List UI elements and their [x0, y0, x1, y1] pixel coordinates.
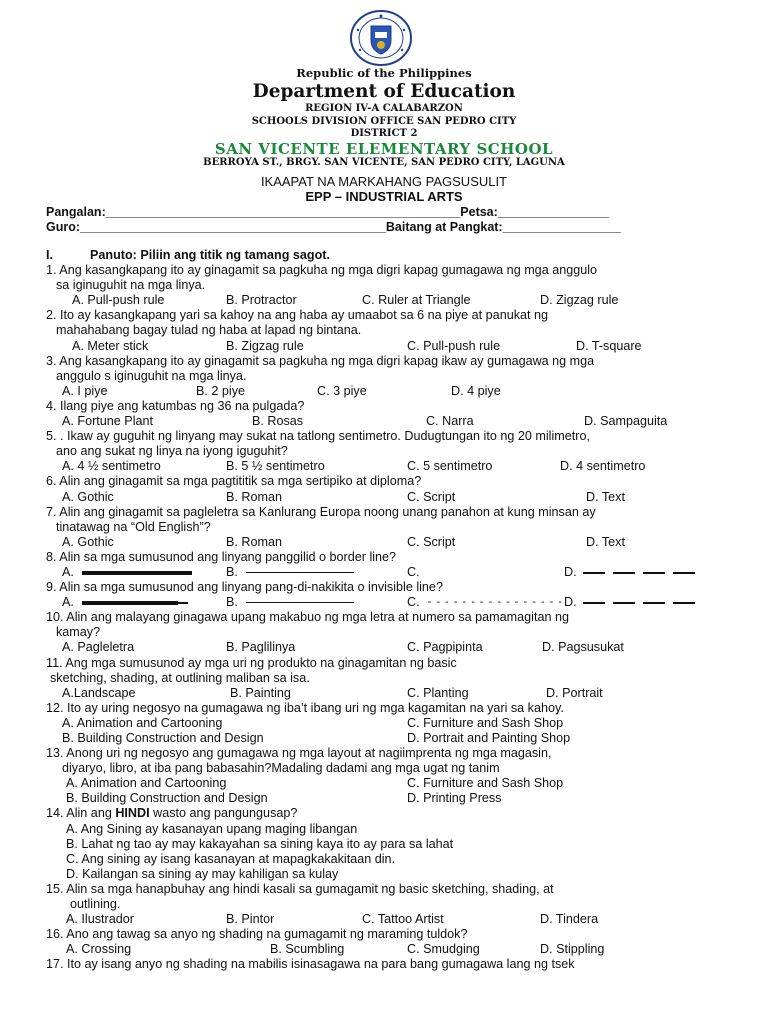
option-b[interactable]: B. Protractor	[226, 293, 297, 308]
division-label: SCHOOLS DIVISION OFFICE SAN PEDRO CITY	[251, 116, 517, 127]
option-a[interactable]: A. 4 ½ sentimetro	[62, 459, 161, 474]
option-d[interactable]: D. Pagsusukat	[542, 640, 624, 655]
option-b[interactable]: B. Paglilinya	[226, 640, 296, 655]
option-d[interactable]: D. T-square	[576, 338, 642, 353]
question-10-options	[46, 640, 746, 655]
question-14: 14. Alin ang HINDI wasto ang pangungusap?	[46, 806, 298, 821]
option-a[interactable]: A. Pagleletra	[62, 640, 135, 655]
question-7-cont: tinatawag na “Old English”?	[56, 519, 211, 534]
option-a[interactable]: A.Landscape	[62, 685, 136, 700]
question-11-cont: sketching, shading, at outlining maliban sa isa.	[50, 670, 310, 685]
option-d[interactable]: D.	[564, 565, 703, 580]
long-dash-sample	[583, 565, 703, 580]
option-b[interactable]: B. Lahat ng tao ay may kakayahan sa sining kaya ito ay para sa lahat	[66, 836, 454, 851]
name-date-line: Pangalan:___________________________________________________Petsa:________________	[46, 205, 610, 219]
option-d[interactable]: D. 4 sentimetro	[560, 459, 646, 474]
option-c[interactable]: C. Script	[407, 534, 456, 549]
option-c[interactable]: C. Smudging	[407, 942, 480, 957]
question-5-cont: ano ang sukat ng linya na iyong iguguhit?	[56, 444, 288, 459]
option-d[interactable]: D. Printing Press	[407, 791, 502, 806]
exam-title: IKAAPAT NA MARKAHANG PAGSUSULIT	[260, 174, 508, 189]
question-3: 3. Ang kasangkapang ito ay ginagamit sa pagkuha ng mga digri kapag ikaw ay gumagawa ng mga	[46, 353, 595, 368]
question-15: 15. Alin sa mga hanapbuhay ang hindi kasali sa gumagamit ng basic sketching, shading, at	[46, 881, 554, 896]
question-12-options-2	[46, 731, 746, 746]
option-d[interactable]: D.	[564, 595, 703, 610]
question-10-cont: kamay?	[56, 625, 101, 640]
option-b[interactable]: B. Rosas	[252, 414, 304, 429]
option-b[interactable]: B. Scumbling	[270, 942, 345, 957]
long-dash-sample	[583, 595, 703, 610]
option-b[interactable]: B.	[226, 565, 354, 580]
question-15-options	[46, 912, 746, 927]
question-1-cont: sa iginuguhit na mga linya.	[56, 278, 206, 293]
question-17: 17. Ito ay isang anyo ng shading na mabilis isinasagawa na para bang gumagawa lang ng tsek	[46, 957, 575, 972]
question-13: 13. Anong uri ng negosyo ang gumagawa ng mga layout at nagiimprenta ng mga magasin,	[46, 746, 552, 761]
option-b[interactable]: B. Building Construction and Design	[62, 731, 264, 745]
question-4: 4. Ilang piye ang katumbas ng 36 na pulgada?	[46, 398, 305, 413]
option-c[interactable]: C. - - - - - - - - - - - - - - - -	[407, 595, 564, 610]
question-12-options-1	[46, 716, 746, 731]
question-16-options	[46, 942, 746, 957]
question-2: 2. Ito ay kasangkapang yari sa kahoy na ang haba ay umaabot sa 6 na piye at panukat ng	[46, 308, 549, 323]
instructions-text: Panuto: Piliin ang titik ng tamang sagot.	[90, 248, 330, 262]
option-a[interactable]: A.	[62, 565, 192, 580]
dotted-line-sample: - - - - - - - - - - - - - - - -	[427, 596, 564, 609]
option-c[interactable]: C. Ang sining ay isang kasanayan at mapagkakakitaan din.	[66, 851, 396, 866]
option-d[interactable]: D. Text	[586, 534, 625, 549]
option-a[interactable]: A. Crossing	[66, 942, 132, 957]
option-a[interactable]: A. Animation and Cartooning	[62, 715, 223, 730]
option-c[interactable]: C. Furniture and Sash Shop	[407, 715, 564, 730]
question-6-options	[46, 490, 746, 505]
option-a[interactable]: A. I piye	[62, 383, 108, 398]
question-3-options	[46, 384, 746, 399]
department-title: Department of Education	[252, 81, 516, 102]
question-3-cont: anggulo s iginuguhit na mga linya.	[56, 368, 247, 383]
region-label: REGION IV-A CALABARZON	[305, 103, 463, 114]
option-d[interactable]: D. Kailangan sa sining ay may kahiligan sa kulay	[66, 866, 339, 881]
deped-seal-icon	[346, 10, 416, 66]
question-13-options-2	[46, 791, 746, 806]
thin-line-sample	[246, 602, 354, 603]
option-b[interactable]: B. Building Construction and Design	[66, 791, 268, 806]
question-9-options	[46, 595, 746, 610]
option-b[interactable]: B. Painting	[230, 685, 291, 700]
option-d[interactable]: D. Zigzag rule	[540, 293, 619, 308]
option-c[interactable]: C. Ruler at Triangle	[362, 293, 471, 308]
option-b[interactable]: B. Roman	[226, 534, 282, 549]
question-2-options	[46, 339, 746, 354]
question-8: 8. Alin sa mga sumusunod ang linyang panggilid o border line?	[46, 549, 397, 564]
option-c[interactable]: C. Narra	[426, 414, 474, 429]
option-d[interactable]: D. Sampaguita	[584, 414, 668, 429]
question-5-options	[46, 459, 746, 474]
option-b[interactable]: B. Pintor	[226, 912, 275, 927]
option-c[interactable]: C.	[407, 564, 420, 579]
question-8-options	[46, 565, 746, 580]
option-c[interactable]: C. Pull-push rule	[407, 338, 501, 353]
option-a[interactable]: A.	[62, 595, 188, 610]
question-1-options	[46, 293, 746, 308]
exam-subject: EPP – INDUSTRIAL ARTS	[305, 189, 463, 204]
school-address: BERROYA ST., BRGY. SAN VICENTE, SAN PEDRO CITY, LAGUNA	[203, 157, 565, 168]
question-7: 7. Alin ang ginagamit sa pagleletra sa Kanlurang Europa noong unang panahon at kung minsan ay	[46, 504, 596, 519]
option-a[interactable]: A. Meter stick	[72, 338, 149, 353]
option-c[interactable]: C. 5 sentimetro	[407, 459, 493, 474]
question-11-options	[46, 686, 746, 701]
option-b[interactable]: B. 5 ½ sentimetro	[226, 459, 325, 474]
instructions	[46, 248, 746, 263]
question-10: 10. Alin ang malayang ginagawa upang makabuo ng mga letra at numero sa pamamagitan ng	[46, 610, 569, 625]
section-number: I.	[46, 248, 53, 262]
question-16: 16. Ano ang tawag sa anyo ng shading na gumagamit ng maraming tuldok?	[46, 927, 468, 942]
option-c[interactable]: C. Planting	[407, 685, 469, 700]
line-end	[176, 602, 188, 604]
option-c[interactable]: C. 3 piye	[317, 383, 367, 398]
questions-body	[46, 248, 746, 973]
question-4-options	[46, 414, 746, 429]
option-b[interactable]: B. 2 piye	[196, 383, 246, 398]
option-d[interactable]: D. Text	[586, 489, 625, 504]
option-a[interactable]: A. Animation and Cartooning	[66, 776, 227, 791]
teacher-section-line: Guro:____________________________________________Baitang at Pangkat:_________________	[46, 220, 621, 234]
option-c[interactable]: C. Script	[407, 489, 456, 504]
district-label: DISTRICT 2	[350, 128, 418, 139]
option-c[interactable]: C. Tattoo Artist	[362, 912, 444, 927]
question-15-cont: outlining.	[70, 897, 121, 912]
question-2-cont: mahahabang bagay tulad ng haba at lapad ng bintana.	[56, 323, 362, 338]
question-13-cont: diyaryo, libro, at iba pang babasahin?Madaling dadami ang mga ugat ng tanim	[62, 761, 500, 776]
question-7-options	[46, 535, 746, 550]
question-6: 6. Alin ang ginagamit sa mga pagtititik sa mga sertipiko at diploma?	[46, 474, 422, 489]
option-a[interactable]: A. Gothic	[62, 489, 114, 504]
option-a[interactable]: A. Ilustrador	[66, 912, 134, 927]
question-5: 5. . Ikaw ay guguhit ng linyang may sukat na tatlong sentimetro. Dudugtungan ito ng 20 milimetro,	[46, 429, 590, 444]
thick-line-sample	[82, 601, 178, 605]
option-d[interactable]: D. Stippling	[540, 942, 605, 957]
option-a[interactable]: A. Pull-push rule	[72, 293, 165, 308]
thick-line-sample	[82, 571, 192, 575]
option-a[interactable]: A. Fortune Plant	[62, 414, 154, 429]
question-9: 9. Alin sa mga sumusunod ang linyang pang-di-nakikita o invisible line?	[46, 580, 443, 595]
option-b[interactable]: B. Roman	[226, 489, 282, 504]
option-d[interactable]: D. Tindera	[540, 912, 599, 927]
option-d[interactable]: D. Portrait	[546, 685, 603, 700]
question-11: 11. Ang mga sumusunod ay mga uri ng produkto na ginagamitan ng basic	[46, 655, 457, 670]
question-12: 12. Ito ay uring negosyo na gumagawa ng iba’t ibang uri ng mga kagamitan na yari sa kahoy.	[46, 700, 564, 715]
school-name: SAN VICENTE ELEMENTARY SCHOOL	[214, 140, 554, 158]
option-a[interactable]: A. Gothic	[62, 534, 114, 549]
option-b[interactable]: B.	[226, 595, 354, 610]
option-d[interactable]: D. 4 piye	[451, 383, 501, 398]
option-b[interactable]: B. Zigzag rule	[226, 338, 304, 353]
republic-label: Republic of the Philippines	[296, 66, 472, 80]
question-1: 1. Ang kasangkapang ito ay ginagamit sa pagkuha ng mga digri kapag gumagawa ng mga anggulo	[46, 263, 598, 278]
option-c[interactable]: C. Furniture and Sash Shop	[407, 776, 564, 791]
thin-line-sample	[246, 572, 354, 573]
option-d[interactable]: D. Portrait and Painting Shop	[407, 731, 571, 745]
option-a[interactable]: A. Ang Sining ay kasanayan upang maging libangan	[66, 821, 358, 836]
question-13-options-1	[46, 776, 746, 791]
option-c[interactable]: C. Pagpipinta	[407, 640, 483, 655]
